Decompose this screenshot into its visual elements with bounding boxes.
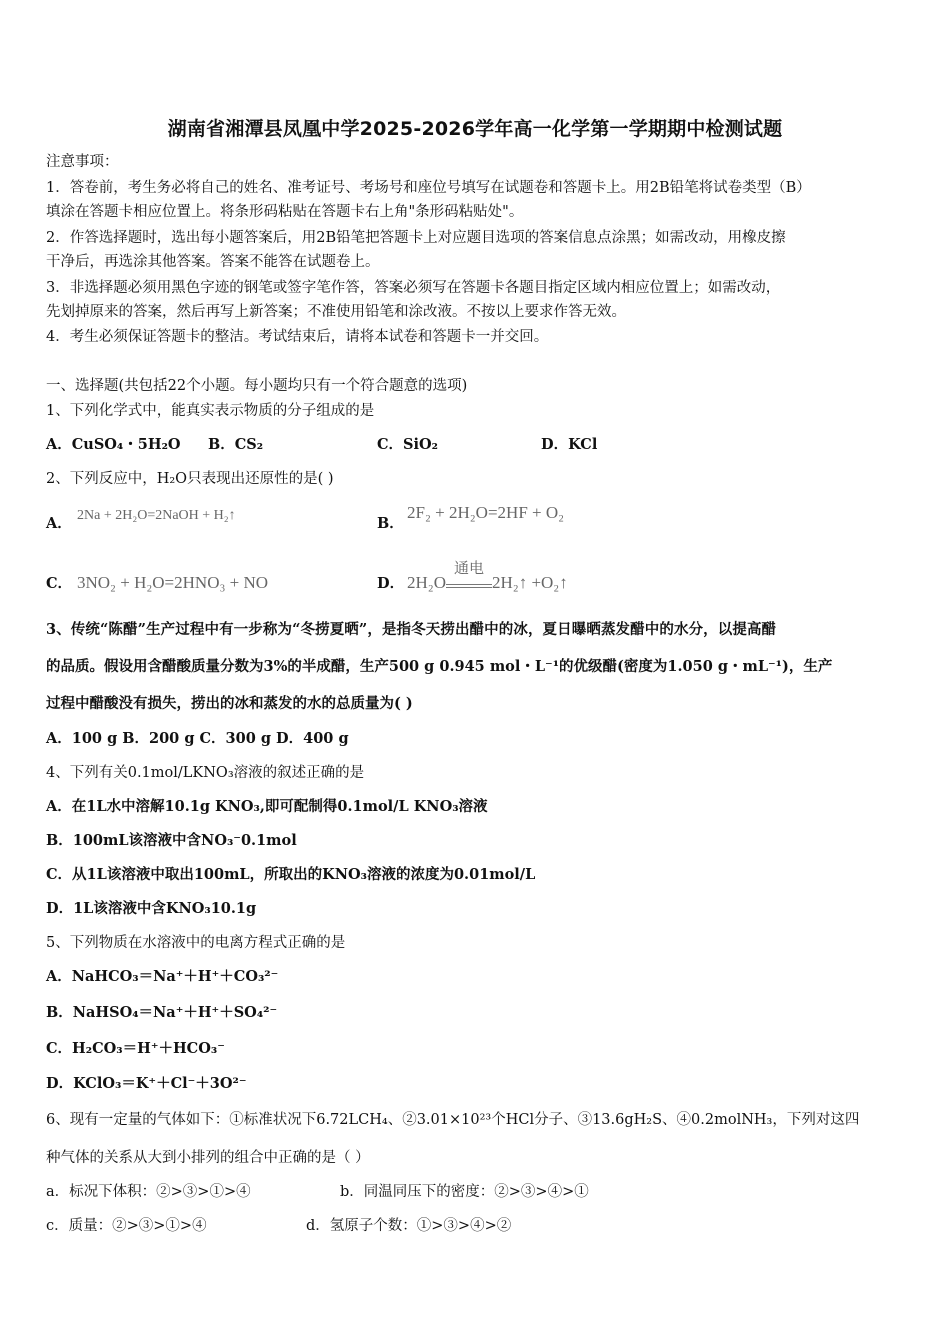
notice-line-7: 4．考生必须保证答题卡的整洁。考试结束后，请将本试卷和答题卡一并交回。 — [46, 329, 549, 345]
notice-line-5: 3．非选择题必须用黑色字迹的钢笔或签字笔作答，答案必须写在答题卡各题目指定区域内相应位置上；如需改动， — [46, 280, 781, 296]
double-bar-icon — [446, 584, 492, 588]
q5-option-d: D．KClO₃＝K⁺＋Cl⁻＋3O²⁻ — [46, 1075, 247, 1092]
q2-option-c-equation: 3NO₂ + H₂O=2HNO₃ + NO — [77, 573, 269, 592]
q4-option-a: A．在1L水中溶解10.1g KNO₃,即可配制得0.1mol/L KNO₃溶液 — [46, 798, 488, 815]
q1-option-b: B．CS₂ — [208, 436, 264, 453]
notice-heading: 注意事项： — [46, 154, 119, 170]
q1-stem: 1、下列化学式中，能真实表示物质的分子组成的是 — [46, 403, 375, 419]
notice-line-2: 填涂在答题卡相应位置上。将条形码粘贴在答题卡右上角"条形码粘贴处"。 — [46, 204, 524, 220]
q3-options: A．100 g B．200 g C．300 g D．400 g — [46, 730, 349, 747]
q6-option-b: b．同温同压下的密度：②>③>④>① — [340, 1184, 589, 1200]
q2-d-right: 2H₂↑ +O₂↑ — [491, 573, 568, 592]
q2-stem: 2、下列反应中，H₂O只表现出还原性的是( ) — [46, 471, 334, 487]
q2-option-b-label: B． — [377, 515, 404, 532]
q6-option-c: c．质量：②>③>①>④ — [46, 1218, 207, 1234]
q2-d-left: 2H₂O — [407, 573, 446, 592]
q3-line-1: 3、传统“陈醋”生产过程中有一步称为“冬捞夏晒”，是指冬天捞出醋中的冰，夏日曝晒蒸发醋中的水分，以提高醋 — [46, 621, 777, 638]
q1-option-a: A．CuSO₄・5H₂O — [46, 436, 181, 453]
notice-line-1: 1．答卷前，考生务必将自己的姓名、准考证号、考场号和座位号填写在试题卷和答题卡上。用2B铅笔将试卷类型（B） — [46, 180, 811, 196]
exam-title: 湖南省湘潭县凤凰中学2025-2026学年高一化学第一学期期中检测试题 — [167, 118, 783, 140]
q2-option-d-label: D． — [377, 575, 405, 592]
q6-option-d: d．氢原子个数：①>③>④>② — [306, 1218, 512, 1234]
q2-option-a-equation: 2Na + 2H₂O=2NaOH + H₂↑ — [77, 508, 236, 523]
q3-line-3: 过程中醋酸没有损失，捞出的冰和蒸发的水的总质量为( ) — [46, 695, 413, 712]
notice-line-6: 先划掉原来的答案，然后再写上新答案；不准使用铅笔和涂改液。不按以上要求作答无效。 — [46, 304, 626, 320]
q6-option-a: a．标况下体积：②>③>①>④ — [46, 1184, 251, 1200]
q2-option-d-equation — [407, 559, 568, 593]
notice-line-4: 干净后，再选涂其他答案。答案不能答在试题卷上。 — [46, 254, 380, 270]
q2-option-c-label: C． — [46, 575, 73, 592]
q4-option-b: B．100mL该溶液中含NO₃⁻0.1mol — [46, 832, 297, 849]
q1-option-d: D．KCl — [541, 436, 598, 453]
section-heading: 一、选择题(共包括22个小题。每小题均只有一个符合题意的选项) — [46, 378, 468, 394]
q5-option-a: A．NaHCO₃＝Na⁺＋H⁺＋CO₃²⁻ — [46, 968, 279, 985]
q4-option-d: D．1L该溶液中含KNO₃10.1g — [46, 900, 257, 917]
q1-option-c: C．SiO₂ — [377, 436, 439, 453]
q6-line-1: 6、现有一定量的气体如下：①标准状况下6.72LCH₄、②3.01×10²³个HCl分子、③13.6gH₂S、④0.2molNH₃，下列对这四 — [46, 1112, 860, 1128]
q5-option-b: B．NaHSO₄＝Na⁺＋H⁺＋SO₄²⁻ — [46, 1004, 278, 1021]
q4-option-c: C．从1L该溶液中取出100mL，所取出的KNO₃溶液的浓度为0.01mol/L — [46, 866, 536, 883]
q6-line-2: 种气体的关系从大到小排列的组合中正确的是（ ） — [46, 1150, 370, 1166]
q5-stem: 5、下列物质在水溶液中的电离方程式正确的是 — [46, 935, 346, 951]
q3-line-2: 的品质。假设用含醋酸质量分数为3%的半成醋，生产500 g 0.945 mol・L⁻¹的优级醋(密度为1.050 g・mL⁻¹)，生产 — [46, 658, 833, 675]
q2-option-a-label: A． — [46, 515, 72, 532]
notice-line-3: 2．作答选择题时，选出每小题答案后，用2B铅笔把答题卡上对应题目选项的答案信息点涂黑；如需改动，用橡皮擦 — [46, 230, 786, 246]
q4-stem: 4、下列有关0.1mol/LKNO₃溶液的叙述正确的是 — [46, 765, 365, 781]
q2-option-b-equation: 2F₂ + 2H₂O=2HF + O₂ — [407, 503, 565, 522]
q5-option-c: C．H₂CO₃＝H⁺＋HCO₃⁻ — [46, 1040, 225, 1057]
electrolysis-condition — [446, 559, 492, 588]
q2-d-condition: 通电 — [453, 559, 484, 577]
